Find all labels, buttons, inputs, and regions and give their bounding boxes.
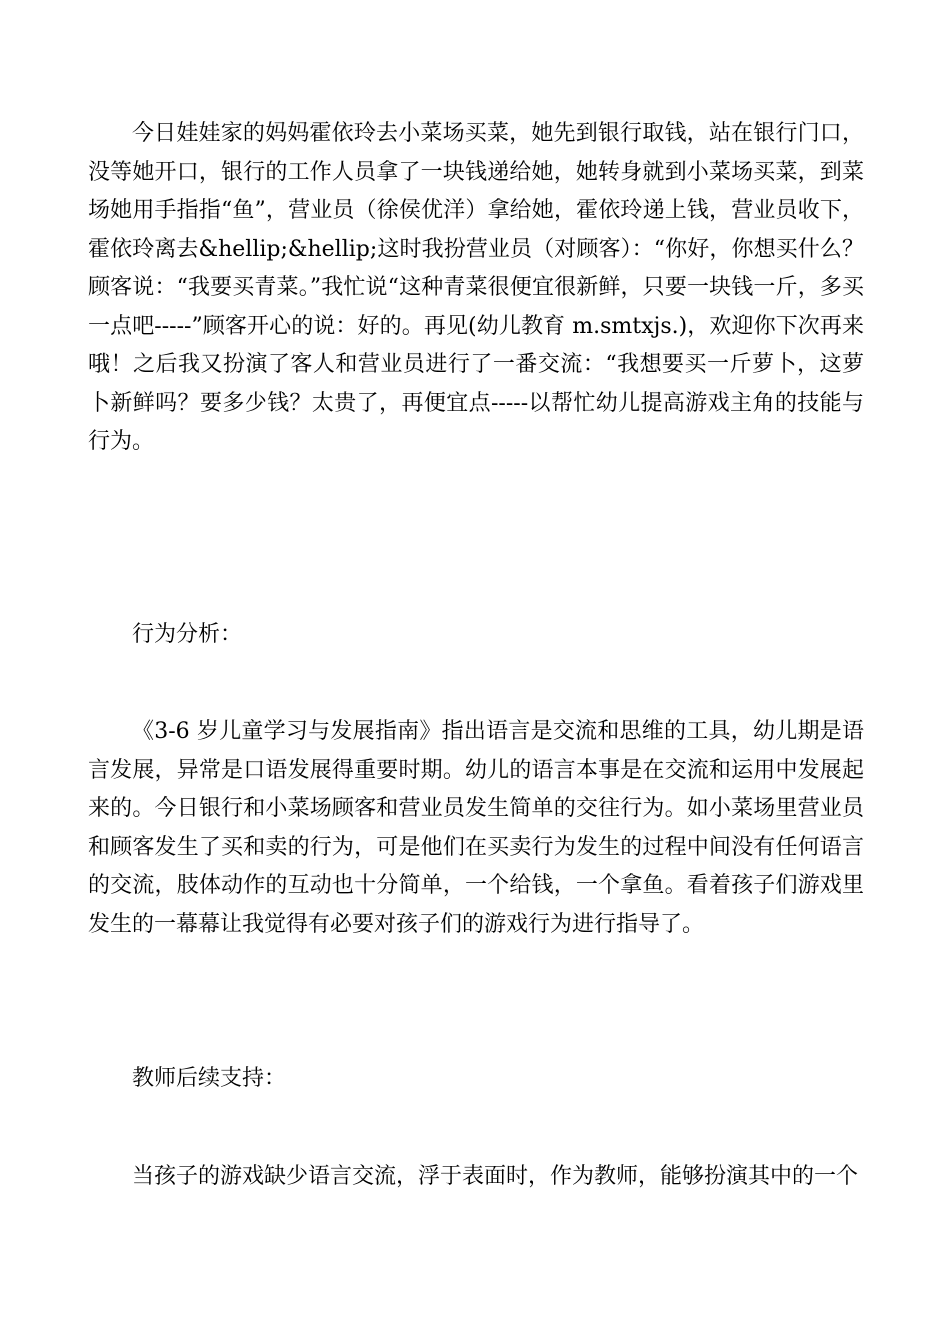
story-paragraph: 今日娃娃家的妈妈霍依玲去小菜场买菜，她先到银行取钱，站在银行门口，没等她开口，银行的工作人员拿了一块钱递给她，她转身就到小菜场买菜，到菜场她用手指指“鱼”，营业员（徐侯优洋）拿给她，霍依玲递上钱，营业员收下，霍依玲离去&hellip;&hellip;这时我扮营业员（对顾客）：“你好，你想买什么？顾客说：“我要买青菜。”我忙说“这种青菜很便宜很新鲜，只要一块钱一斤，多买一点吧-----”顾客开心的说：好的。再见(幼儿教育 m.smtxjs.)，欢迎你下次再来哦！之后我又扮演了客人和营业员进行了一番交流：“我想要买一斤萝卜，这萝卜新鲜吗？要多少钱？太贵了，再便宜点-----以帮忙幼儿提高游戏主角的技能与行为。 — [88, 121, 864, 454]
support-paragraph: 当孩子的游戏缺少语言交流，浮于表面时，作为教师，能够扮演其中的一个 — [132, 1164, 859, 1189]
analysis-paragraph: 《3-6 岁儿童学习与发展指南》指出语言是交流和思维的工具，幼儿期是语言发展，异常是口语发展得重要时期。幼儿的语言本事是在交流和运用中发展起来的。今日银行和小菜场顾客和营业员发生简单的交往行为。如小菜场里营业员和顾客发生了买和卖的行为，可是他们在买卖行为发生的过程中间没有任何语言的交流，肢体动作的互动也十分简单，一个给钱，一个拿鱼。看着孩子们游戏里发生的一幕幕让我觉得有必要对孩子们的游戏行为进行指导了。 — [88, 719, 864, 937]
behavior-analysis-heading: 行为分析： — [132, 622, 243, 647]
teacher-support-heading: 教师后续支持： — [132, 1066, 287, 1091]
